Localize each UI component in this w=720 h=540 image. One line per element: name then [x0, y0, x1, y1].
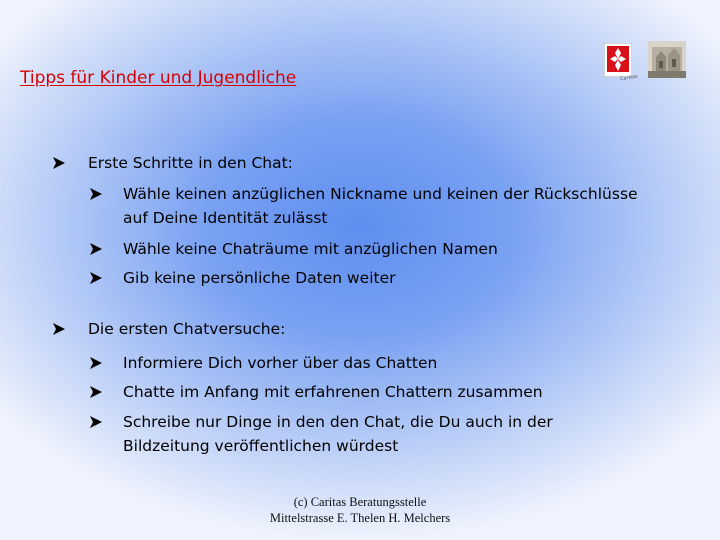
list-item-line: Schreibe nur Dinge in den den Chat, die Du auch in der [123, 413, 553, 431]
church-image-icon [648, 41, 686, 78]
header-logos [604, 41, 686, 81]
arrowhead-bullet-icon [89, 271, 103, 285]
list-item-line: Wähle keine Chaträume mit anzüglichen Namen [123, 240, 498, 258]
caritas-tagline: Caritas [619, 73, 638, 83]
section-heading: Erste Schritte in den Chat: [88, 154, 293, 172]
footer-line: (c) Caritas Beratungsstelle [293, 495, 427, 509]
caritas-logo-icon [604, 43, 632, 77]
footer-line: Mittelstrasse E. Thelen H. Melchers [269, 511, 451, 525]
list-item-line: Wähle keinen anzüglichen Nickname und keinen der Rückschlüsse [123, 185, 638, 203]
list-item-line: Bildzeitung veröffentlichen würdest [123, 437, 399, 455]
arrowhead-bullet-icon [52, 322, 66, 336]
arrowhead-bullet-icon [89, 356, 103, 370]
arrowhead-bullet-icon [52, 156, 66, 170]
arrowhead-bullet-icon [89, 187, 103, 201]
section-heading: Die ersten Chatversuche: [88, 320, 286, 338]
list-item-line: Chatte im Anfang mit erfahrenen Chattern zusammen [123, 383, 543, 401]
list-item-line: Gib keine persönliche Daten weiter [123, 269, 396, 287]
arrowhead-bullet-icon [89, 242, 103, 256]
list-item-line: auf Deine Identität zulässt [123, 209, 328, 227]
arrowhead-bullet-icon [89, 385, 103, 399]
list-item-line: Informiere Dich vorher über das Chatten [123, 354, 438, 372]
arrowhead-bullet-icon [89, 415, 103, 429]
footer-credit [200, 494, 520, 526]
page-title: Tipps für Kinder und Jugendliche [20, 68, 297, 88]
